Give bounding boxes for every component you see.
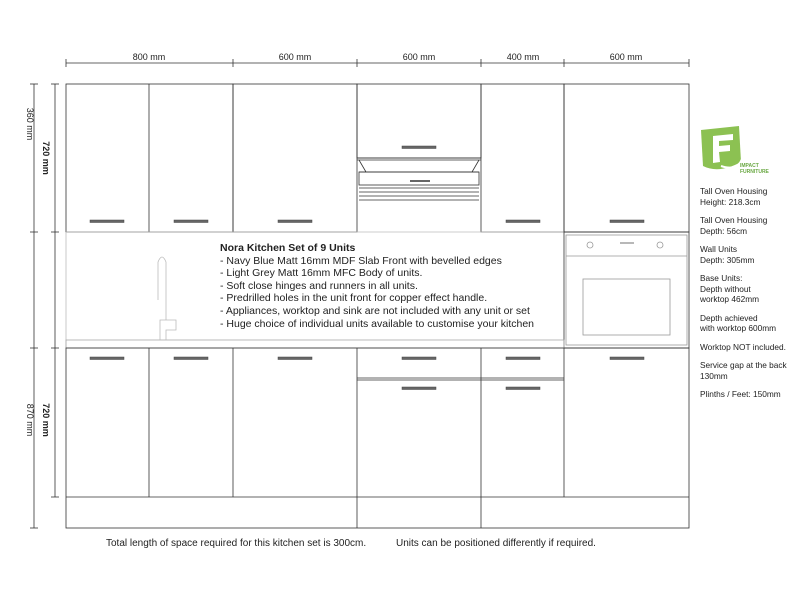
logo-wordmark <box>740 164 769 175</box>
spec-line: Depth: 56cm <box>700 225 748 236</box>
spec-line: 130mm <box>700 370 728 381</box>
spec-line: worktop 462mm <box>700 294 760 304</box>
width-label-400: 400 mm <box>506 52 540 62</box>
spec-line: Wall Units <box>700 244 738 254</box>
description-line: - Navy Blue Matt 16mm MDF Slab Front with bevelled edges <box>220 254 502 267</box>
description-line: - Huge choice of individual units available to customise your kitchen <box>220 317 535 330</box>
spec-line: Worktop NOT included. <box>700 341 786 352</box>
spec-line: Base Units: <box>700 273 743 283</box>
height-label-360: 360 mm <box>25 107 35 141</box>
specifications-panel <box>700 186 800 400</box>
tall-oven-housing-top <box>564 84 689 232</box>
spec-line: Service gap at the back <box>700 360 787 370</box>
sink-tap <box>158 257 176 340</box>
spec-line: Depth achieved <box>700 312 758 323</box>
spec-line: Depth without <box>700 283 751 294</box>
width-label-600-b: 600 mm <box>402 52 436 62</box>
width-label-600-a: 600 mm <box>278 52 312 62</box>
spec-line: Tall Oven Housing <box>700 215 768 225</box>
description-line: - Predrilled holes in the unit front for copper effect handle. <box>220 292 488 305</box>
spec-line: Depth: 305mm <box>700 254 755 265</box>
spec-line: Tall Oven Housing <box>700 186 768 196</box>
wall-unit-400 <box>481 84 564 232</box>
extractor-hood <box>357 158 481 200</box>
product-title: Nora Kitchen Set of 9 Units <box>220 242 356 254</box>
description-line: - Soft close hinges and runners in all units. <box>220 279 418 292</box>
height-label-base-720: 720 mm <box>41 403 51 437</box>
width-label-800: 800 mm <box>132 52 166 62</box>
spec-line: with worktop 600mm <box>700 323 777 333</box>
wall-unit-800 <box>66 84 233 232</box>
base-carcass <box>66 348 689 528</box>
description-line: - Appliances, worktop and sink are not included with any unit or set <box>220 304 530 317</box>
logo-line-1: IMPACT <box>740 163 759 169</box>
width-label-600-c: 600 mm <box>609 52 643 62</box>
product-description <box>220 242 560 330</box>
wall-unit-600 <box>233 84 357 232</box>
description-line: - Light Grey Matt 16mm MFC Body of units. <box>220 267 423 280</box>
footer-total-length: Total length of space required for this kitchen set is 300cm. <box>106 538 367 549</box>
height-label-wall-720: 720 mm <box>41 141 51 175</box>
height-label-870: 870 mm <box>25 403 35 437</box>
logo-line-2: FURNITURE <box>740 168 769 175</box>
footer-positioning-note: Units can be positioned differently if required. <box>396 538 596 549</box>
spec-line: Height: 218.3cm <box>700 196 761 207</box>
spec-line: Plinths / Feet: 150mm <box>700 389 781 399</box>
oven-appliance <box>566 235 687 345</box>
worktop <box>66 340 564 348</box>
